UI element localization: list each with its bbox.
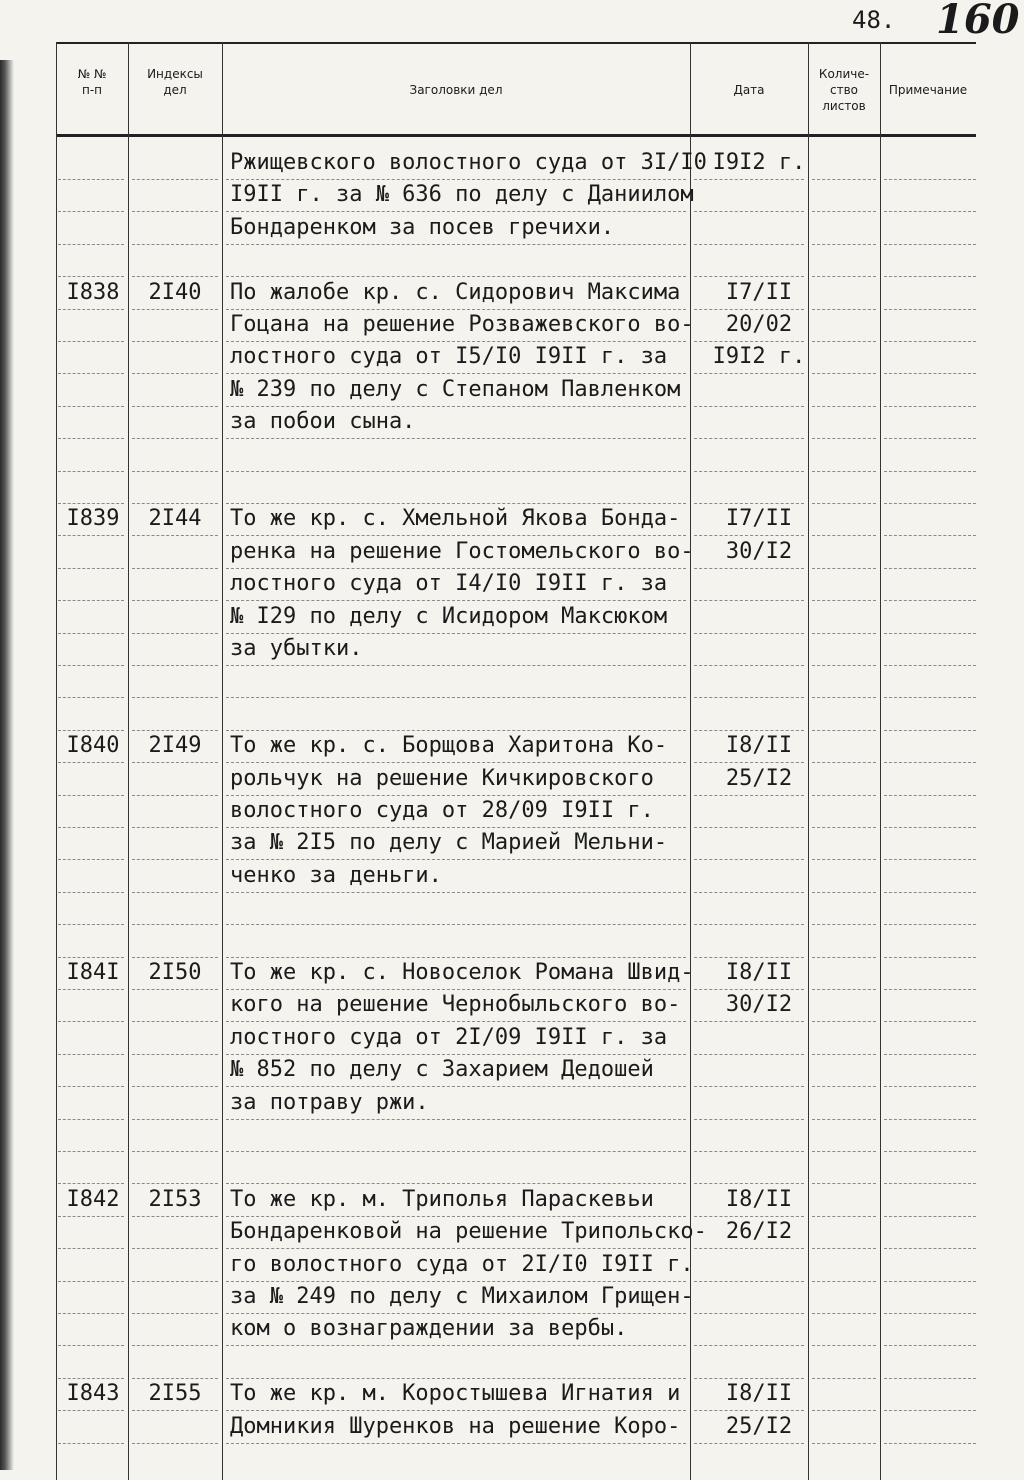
header-sheets: Количе- ство листов	[818, 67, 870, 113]
ruled-line	[58, 665, 124, 666]
ruled-line	[812, 406, 876, 407]
page-edge-shadow	[0, 60, 14, 1470]
ruled-line	[884, 1248, 976, 1249]
ruled-line	[58, 1119, 124, 1120]
ruled-line	[884, 535, 976, 536]
entry-title-line: № I29 по делу с Исидором Максюком	[230, 603, 668, 629]
ruled-line	[226, 244, 686, 245]
ruled-line	[132, 762, 218, 763]
ruled-line	[58, 471, 124, 472]
ruled-line	[132, 600, 218, 601]
entry-title-line: № 239 по делу с Степаном Павленком	[230, 376, 681, 402]
ruled-line	[226, 665, 686, 666]
entry-title-line: То же кр. с. Борщова Харитона Ко-	[230, 733, 668, 759]
ruled-line	[132, 211, 218, 212]
ruled-line	[58, 438, 124, 439]
entry-date: 25/I2	[725, 765, 793, 791]
ruled-line	[884, 1021, 976, 1022]
ruled-line	[812, 1216, 876, 1217]
entry-title-line: ком о вознаграждении за вербы.	[230, 1316, 628, 1342]
ruled-line	[58, 697, 124, 698]
ruled-line	[132, 1216, 218, 1217]
ruled-line	[694, 827, 804, 828]
ruled-line	[812, 309, 876, 310]
entry-number: I839	[66, 506, 120, 532]
ruled-line	[884, 827, 976, 828]
ruled-line	[812, 957, 876, 958]
ruled-line	[132, 1119, 218, 1120]
ruled-line	[812, 341, 876, 342]
ruled-line	[812, 438, 876, 439]
ruled-line	[812, 989, 876, 990]
ruled-line	[132, 1086, 218, 1087]
ruled-line	[132, 341, 218, 342]
ruled-line	[58, 1443, 124, 1444]
ruled-line	[58, 795, 124, 796]
ruled-line	[132, 1443, 218, 1444]
col-border	[56, 42, 57, 1480]
ruled-line	[694, 568, 804, 569]
ruled-line	[884, 665, 976, 666]
entry-date: I8/II	[725, 1186, 793, 1212]
ruled-line	[58, 989, 124, 990]
ruled-line	[58, 1248, 124, 1249]
ruled-line	[694, 665, 804, 666]
entry-title-line: ренка на решение Гостомельского во-	[230, 538, 694, 564]
ruled-line	[884, 697, 976, 698]
handwritten-folio-number: 160	[936, 0, 1020, 43]
ruled-line	[226, 438, 686, 439]
entry-index: 2I40	[148, 279, 202, 305]
ruled-line	[812, 503, 876, 504]
entry-title-line: за потраву ржи.	[230, 1089, 429, 1115]
ruled-line	[884, 1378, 976, 1379]
ruled-line	[132, 568, 218, 569]
entry-title-line: То же кр. м. Триполья Параскевьи	[230, 1186, 654, 1212]
entry-title-line: То же кр. м. Коростышева Игнатия и	[230, 1381, 681, 1407]
ruled-line	[812, 568, 876, 569]
ruled-line	[694, 1054, 804, 1055]
ruled-line	[812, 276, 876, 277]
entry-number: I842	[66, 1186, 120, 1212]
ruled-line	[694, 471, 804, 472]
entry-title-line: ченко за деньги.	[230, 862, 442, 888]
ruled-line	[58, 341, 124, 342]
header-date: Дата	[733, 83, 765, 97]
ruled-line	[812, 892, 876, 893]
ruled-line	[884, 503, 976, 504]
ruled-line	[58, 762, 124, 763]
ruled-line	[812, 244, 876, 245]
ruled-line	[812, 1313, 876, 1314]
ruled-line	[694, 1119, 804, 1120]
ruled-line	[884, 406, 976, 407]
ruled-line	[226, 471, 686, 472]
ruled-line	[884, 633, 976, 634]
ruled-line	[884, 1313, 976, 1314]
entry-date: I7/II	[725, 506, 793, 532]
ruled-line	[884, 568, 976, 569]
ruled-line	[694, 697, 804, 698]
ruled-line	[226, 1443, 686, 1444]
entry-title-line: за № 249 по делу с Михаилом Грищен-	[230, 1284, 694, 1309]
col-border	[128, 42, 129, 1480]
ruled-line	[132, 1313, 218, 1314]
ruled-line	[694, 373, 804, 374]
header-num: № № п-п	[77, 67, 107, 97]
ruled-line	[812, 924, 876, 925]
ruled-line	[132, 535, 218, 536]
ruled-line	[884, 957, 976, 958]
entry-index: 2I55	[148, 1381, 202, 1407]
entry-date: I9I2 г.	[712, 344, 806, 370]
ruled-line	[132, 1248, 218, 1249]
ruled-line	[58, 1021, 124, 1022]
ruled-line	[812, 1183, 876, 1184]
entry-date: 30/I2	[725, 538, 793, 564]
ruled-line	[58, 373, 124, 374]
entry-date: I8/II	[725, 960, 793, 985]
ruled-line	[884, 859, 976, 860]
entry-number: I84I	[66, 960, 120, 985]
ruled-line	[132, 406, 218, 407]
ruled-line	[884, 1410, 976, 1411]
ruled-line	[694, 1151, 804, 1152]
ruled-line	[58, 1313, 124, 1314]
ruled-line	[58, 535, 124, 536]
ruled-line	[694, 892, 804, 893]
ruled-line	[132, 859, 218, 860]
ruled-line	[132, 827, 218, 828]
ruled-line	[132, 1021, 218, 1022]
ruled-line	[884, 892, 976, 893]
entry-index: 2I53	[148, 1186, 202, 1212]
ruled-line	[812, 1151, 876, 1152]
ruled-line	[132, 244, 218, 245]
ruled-line	[132, 438, 218, 439]
ruled-line	[226, 1151, 686, 1152]
ruled-line	[58, 859, 124, 860]
ruled-line	[812, 1410, 876, 1411]
ruled-line	[884, 438, 976, 439]
ruled-line	[884, 989, 976, 990]
ruled-line	[884, 762, 976, 763]
ruled-line	[58, 244, 124, 245]
ruled-line	[132, 697, 218, 698]
ruled-line	[694, 1313, 804, 1314]
table-top-border	[56, 42, 976, 44]
ruled-line	[884, 1281, 976, 1282]
ruled-line	[884, 309, 976, 310]
ruled-line	[132, 795, 218, 796]
ruled-line	[884, 1443, 976, 1444]
entry-index: 2I44	[148, 506, 202, 532]
ruled-line	[884, 471, 976, 472]
ruled-line	[58, 1216, 124, 1217]
entry-title-line: го волостного суда от 2I/I0 I9II г.	[230, 1251, 694, 1277]
header-note: Примечание	[888, 83, 968, 97]
ruled-line	[694, 406, 804, 407]
ruled-line	[132, 892, 218, 893]
ruled-line	[812, 1119, 876, 1120]
ruled-line	[812, 665, 876, 666]
ruled-line	[884, 276, 976, 277]
entry-title-line: кого на решение Чернобыльского во-	[230, 992, 681, 1018]
ruled-line	[694, 438, 804, 439]
ruled-line	[694, 1281, 804, 1282]
entry-title-line: за убытки.	[230, 636, 363, 661]
ruled-line	[226, 924, 686, 925]
ruled-line	[58, 1086, 124, 1087]
ruled-line	[132, 179, 218, 180]
ruled-line	[694, 244, 804, 245]
ruled-line	[812, 179, 876, 180]
ruled-line	[694, 1021, 804, 1022]
ruled-line	[58, 1410, 124, 1411]
ruled-line	[58, 406, 124, 407]
ruled-line	[812, 1345, 876, 1346]
ruled-line	[694, 859, 804, 860]
ruled-line	[812, 1281, 876, 1282]
ruled-line	[132, 633, 218, 634]
entry-title-line: Бондаренковой на решение Трипольско-	[230, 1219, 707, 1245]
ruled-line	[884, 244, 976, 245]
ruled-line	[884, 1183, 976, 1184]
entry-date: 20/02	[725, 312, 793, 337]
ruled-line	[812, 211, 876, 212]
ruled-line	[58, 309, 124, 310]
ruled-line	[694, 633, 804, 634]
ruled-line	[812, 373, 876, 374]
ruled-line	[812, 762, 876, 763]
ruled-line	[884, 1119, 976, 1120]
ruled-line	[58, 1345, 124, 1346]
ruled-line	[132, 924, 218, 925]
ruled-line	[132, 1151, 218, 1152]
ruled-line	[132, 373, 218, 374]
ruled-line	[812, 1378, 876, 1379]
ruled-line	[226, 697, 686, 698]
entry-title-line: за побои сына.	[230, 409, 416, 435]
ruled-line	[812, 730, 876, 731]
ruled-line	[58, 1151, 124, 1152]
entry-date: I8/II	[725, 1381, 793, 1407]
entry-number: I840	[66, 733, 120, 759]
ruled-line	[884, 795, 976, 796]
ruled-line	[694, 179, 804, 180]
ruled-line	[694, 1248, 804, 1249]
ruled-line	[884, 600, 976, 601]
ruled-line	[132, 1281, 218, 1282]
entry-title-line: лостного суда от 2I/09 I9II г. за	[230, 1024, 668, 1050]
ruled-line	[226, 1345, 686, 1346]
entry-date: I9I2 г.	[712, 150, 806, 175]
entry-title-line: рольчук на решение Кичкировского	[230, 765, 654, 791]
ruled-line	[132, 989, 218, 990]
entry-date: 26/I2	[725, 1219, 793, 1245]
entry-date: 30/I2	[725, 992, 793, 1018]
entry-title-line: Домникия Шуренков на решение Коро-	[230, 1413, 681, 1439]
ruled-line	[884, 730, 976, 731]
ruled-line	[812, 1054, 876, 1055]
ruled-line	[694, 924, 804, 925]
entry-title-line: лостного суда от I5/I0 I9II г. за	[230, 344, 668, 370]
ruled-line	[812, 1021, 876, 1022]
ruled-line	[812, 633, 876, 634]
page-number: 48.	[852, 6, 896, 34]
ruled-line	[812, 827, 876, 828]
ruled-line	[694, 1345, 804, 1346]
ruled-line	[884, 341, 976, 342]
entry-title-line: I9II г. за № 636 по делу с Даниилом	[230, 182, 694, 208]
ruled-line	[884, 179, 976, 180]
entry-title-line: № 852 по делу с Захарием Дедошей	[230, 1057, 654, 1083]
ruled-line	[812, 795, 876, 796]
ruled-line	[58, 1281, 124, 1282]
ruled-line	[58, 633, 124, 634]
ruled-line	[58, 179, 124, 180]
ruled-line	[812, 1248, 876, 1249]
ruled-line	[812, 697, 876, 698]
entry-title-line: Гоцана на решение Розважевского во-	[230, 312, 694, 337]
entry-title-line: То же кр. с. Хмельной Якова Бонда-	[230, 506, 681, 532]
entry-date: 25/I2	[725, 1413, 793, 1439]
ruled-line	[132, 1054, 218, 1055]
ruled-line	[812, 1086, 876, 1087]
ruled-line	[812, 471, 876, 472]
ruled-line	[884, 1086, 976, 1087]
entry-index: 2I50	[148, 960, 202, 985]
table-header-border	[56, 134, 976, 137]
ruled-line	[132, 1345, 218, 1346]
ruled-line	[812, 859, 876, 860]
ruled-line	[58, 600, 124, 601]
ruled-line	[884, 1345, 976, 1346]
col-border	[880, 42, 881, 1480]
ruled-line	[884, 373, 976, 374]
entry-title-line: волостного суда от 28/09 I9II г.	[230, 798, 654, 823]
ruled-line	[694, 1443, 804, 1444]
ruled-line	[884, 211, 976, 212]
ruled-line	[58, 568, 124, 569]
ruled-line	[226, 892, 686, 893]
entry-number: I838	[66, 279, 120, 305]
ruled-line	[884, 1216, 976, 1217]
ruled-line	[58, 1054, 124, 1055]
ruled-line	[132, 665, 218, 666]
ruled-line	[812, 535, 876, 536]
ruled-line	[884, 1151, 976, 1152]
ruled-line	[58, 924, 124, 925]
ruled-line	[884, 924, 976, 925]
ruled-line	[812, 1443, 876, 1444]
entry-number: I843	[66, 1381, 120, 1407]
entry-date: I7/II	[725, 279, 793, 305]
ruled-line	[694, 795, 804, 796]
entry-title-line: По жалобе кр. с. Сидорович Максима	[230, 279, 681, 305]
entry-title-line: Бондаренком за посев гречихи.	[230, 214, 615, 240]
entry-title-line: То же кр. с. Новоселок Романа Швид-	[230, 960, 694, 985]
header-index: Индексы дел	[147, 67, 203, 97]
header-title: Заголовки дел	[409, 83, 503, 97]
entry-title-line: лостного суда от I4/I0 I9II г. за	[230, 571, 668, 597]
ruled-line	[132, 309, 218, 310]
ruled-line	[226, 1119, 686, 1120]
ruled-line	[884, 1054, 976, 1055]
entry-date: I8/II	[725, 733, 793, 759]
entry-title-line: Ржищевского волостного суда от 3I/I0	[230, 150, 707, 175]
ruled-line	[58, 892, 124, 893]
ruled-line	[58, 211, 124, 212]
ruled-line	[694, 600, 804, 601]
entry-title-line: за № 2I5 по делу с Марией Мельни-	[230, 830, 668, 856]
entry-index: 2I49	[148, 733, 202, 759]
ruled-line	[132, 1410, 218, 1411]
ruled-line	[132, 471, 218, 472]
ruled-line	[58, 827, 124, 828]
ruled-line	[812, 600, 876, 601]
ruled-line	[694, 211, 804, 212]
col-border	[222, 42, 223, 1480]
ruled-line	[694, 1086, 804, 1087]
